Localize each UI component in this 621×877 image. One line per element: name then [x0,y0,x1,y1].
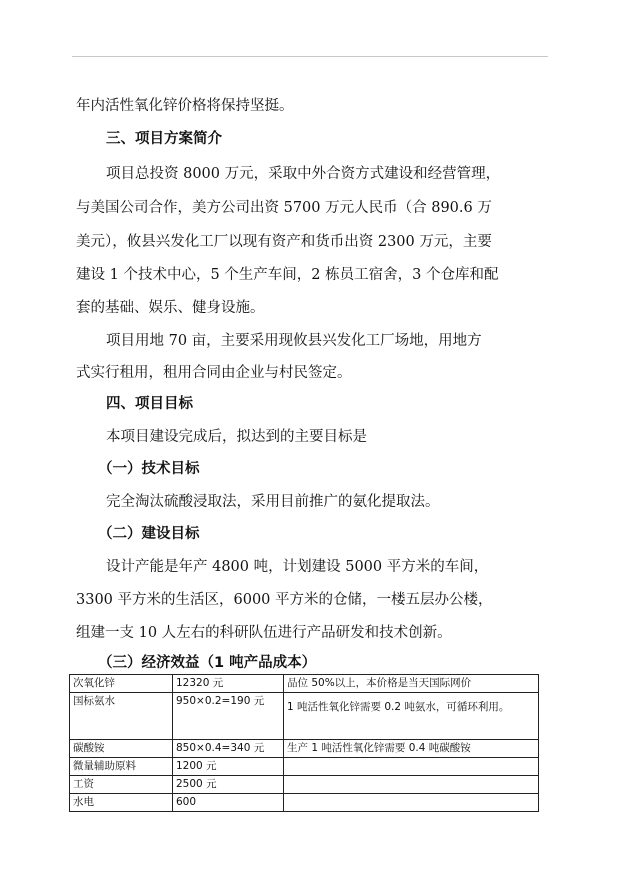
paragraph-line: 组建一支 10 人左右的科研队伍进行产品研发和技术创新。 [76,625,452,641]
table-cell-item: 国标氨水 [70,693,173,740]
table-cell-cost: 950×0.2=190 元 [173,693,284,740]
paragraph-line: 3300 平方米的生活区，6000 平方米的仓储，一楼五层办公楼， [76,592,493,608]
paragraph-line: 建设 1 个技术中心，5 个生产车间，2 栋员工宿舍，3 个仓库和配 [76,267,499,283]
table-row [70,776,539,794]
paragraph-line: 本项目建设完成后，拟达到的主要目标是 [106,429,367,445]
table-cell-cost: 1200 元 [173,758,284,776]
paragraph-line: 项目总投资 8000 万元，采取中外合资方式建设和经营管理， [106,166,501,182]
table-row [70,794,539,812]
paragraph-line: 项目用地 70 亩，主要采用现攸县兴发化工厂场地，用地方 [106,333,482,349]
table-cell-item: 次氧化锌 [70,675,173,693]
table-cell-note [284,776,539,794]
section-heading-4: 四、项目目标 [106,396,193,412]
section-heading-3: 三、项目方案简介 [106,131,222,147]
table-cell-item: 碳酸铵 [70,740,173,758]
subsection-heading-tech: （一）技术目标 [98,461,200,477]
table-row [70,693,539,740]
paragraph-line: 与美国公司合作，美方公司出资 5700 万元人民币（合 890.6 万 [76,200,492,216]
table-cell-item: 微量辅助原料 [70,758,173,776]
paragraph-line: 完全淘汰硫酸浸取法，采用目前推广的氨化提取法。 [106,494,440,510]
table-cell-cost: 850×0.4=340 元 [173,740,284,758]
table-row [70,740,539,758]
paragraph-line: 美元），攸县兴发化工厂以现有资产和货币出资 2300 万元，主要 [76,234,492,250]
table-cell-item: 水电 [70,794,173,812]
table-cell-note: 品位 50%以上，本价格是当天国际网价 [284,675,539,693]
table-cell-note: 1 吨活性氧化锌需要 0.2 吨氨水，可循环利用。 [284,693,539,740]
paragraph-line: 年内活性氧化锌价格将保持坚挺。 [76,98,294,114]
cost-table [69,674,539,812]
table-cell-cost: 12320 元 [173,675,284,693]
header-rule [72,56,548,57]
table-cell-item: 工资 [70,776,173,794]
table-cell-cost: 2500 元 [173,776,284,794]
subsection-heading-econ: （三）经济效益（1 吨产品成本） [98,655,317,671]
table-cell-note [284,794,539,812]
table-cell-cost: 600 [173,794,284,812]
table-row [70,758,539,776]
subsection-heading-build: （二）建设目标 [98,526,200,542]
paragraph-line: 式实行租用，租用合同由企业与村民签定。 [76,365,352,381]
table-cell-note: 生产 1 吨活性氧化锌需要 0.4 吨碳酸铵 [284,740,539,758]
paragraph-line: 套的基础、娱乐、健身设施。 [76,300,265,316]
table-row [70,675,539,693]
paragraph-line: 设计产能是年产 4800 吨，计划建设 5000 平方米的车间， [106,559,489,575]
table-cell-note [284,758,539,776]
